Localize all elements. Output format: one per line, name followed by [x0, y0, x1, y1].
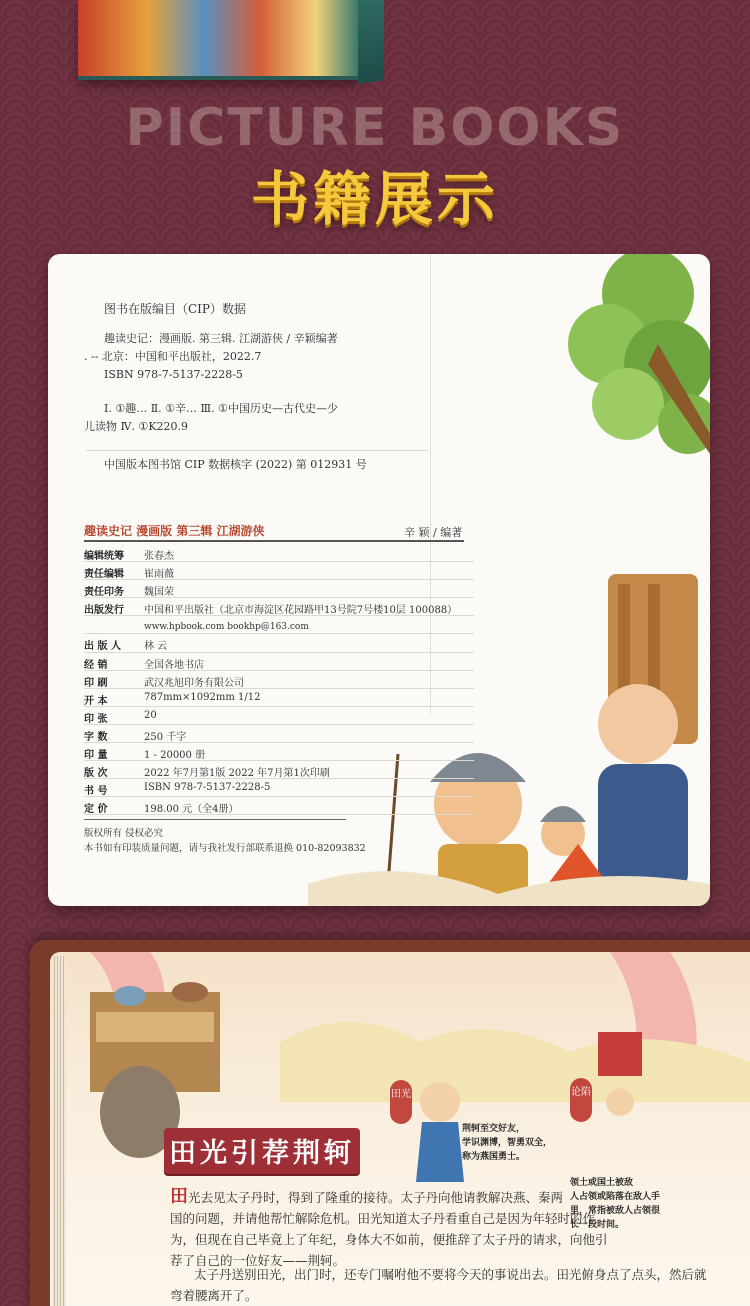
info-row — [84, 743, 474, 761]
info-value: 787mm×1092mm 1/12 — [144, 691, 261, 703]
info-value: 198.00 元（全4册） — [144, 804, 239, 816]
info-row — [84, 562, 474, 580]
character-tag: 田光 — [390, 1080, 412, 1124]
note-line: 领土或国土被敌 — [570, 1178, 634, 1188]
note-line: 荆轲至交好友， — [462, 1124, 526, 1134]
info-key: 版 次 — [84, 768, 108, 780]
info-key: 经 销 — [84, 659, 108, 671]
info-key: 书 号 — [84, 786, 108, 798]
paragraph-line: 国的问题，并请他帮忙解除危机。田光知道太子丹看重自己是因为年轻时的作 — [170, 1211, 596, 1226]
cip-line: 趣读史记：漫画版. 第三辑. 江湖游侠 / 辛颖编著 — [104, 332, 338, 345]
cip-title: 图书在版编目（CIP）数据 — [104, 302, 246, 316]
tree-illustration — [548, 254, 710, 474]
cip-line: ISBN 978-7-5137-2228-5 — [104, 368, 243, 381]
info-value: ISBN 978-7-5137-2228-5 — [144, 782, 271, 794]
bottom-rule — [84, 819, 346, 820]
info-key: 开 本 — [84, 695, 108, 707]
info-row — [84, 779, 474, 797]
term-tag: 论陷 — [570, 1078, 592, 1122]
info-row — [84, 689, 474, 707]
note-line: 人占领或陷落在敌人手 — [570, 1192, 661, 1202]
info-value: 250 千字 — [144, 731, 187, 743]
note-line: 长一段时间。 — [570, 1220, 625, 1230]
character-note — [462, 1122, 552, 1164]
info-value: 中国和平出版社（北京市海淀区花园路甲13号院7号楼10层 100088） — [144, 605, 458, 617]
info-value: 20 — [144, 709, 157, 721]
info-value: 魏国荣 — [144, 587, 174, 599]
publication-info-table — [84, 544, 474, 815]
publisher-website-email: www.hpbook.com bookhp@163.com — [144, 622, 309, 632]
info-row — [84, 707, 474, 725]
info-key: 责任编辑 — [84, 569, 124, 581]
cip-line: Ⅰ. ①趣… Ⅱ. ①辛… Ⅲ. ①中国历史—古代史—少 — [104, 402, 338, 415]
rights-statement: 版权所有 侵权必究 — [84, 828, 164, 839]
info-key: 字 数 — [84, 731, 108, 743]
heading-english: PICTURE BOOKS — [125, 98, 625, 158]
paragraph-line — [170, 1186, 608, 1208]
info-row — [84, 544, 474, 562]
drop-cap: 田 — [170, 1186, 188, 1207]
info-value: 1 - 20000 册 — [144, 750, 206, 762]
cip-line: . -- 北京：中国和平出版社，2022.7 — [84, 350, 262, 363]
series-title: 趣读史记 漫画版 第三辑 江湖游侠 — [84, 524, 265, 538]
cip-divider — [86, 450, 428, 451]
info-key: 印 刷 — [84, 677, 108, 689]
note-line: 学识渊博，智勇双全， — [462, 1138, 553, 1148]
info-key: 出 版 人 — [84, 641, 121, 653]
story-paragraph — [170, 1264, 707, 1306]
author-credit: 辛 颖 / 编著 — [404, 526, 463, 539]
book-box-side — [358, 0, 384, 84]
quality-notice: 本书如有印装质量问题，请与我社发行部联系退换 010-82093832 — [84, 843, 366, 854]
paragraph-line: 弯着腰离开了。 — [170, 1288, 258, 1303]
paragraph-line: 为，但现在自己毕竟上了年纪，身体大不如前，便推辞了太子丹的请求，向他引 — [170, 1232, 608, 1247]
info-value: 崔雨薇 — [144, 569, 174, 581]
info-value: 林 云 — [144, 641, 168, 653]
info-row — [84, 671, 474, 689]
note-line: 里，常指被敌人占领很 — [570, 1206, 661, 1216]
info-row — [84, 653, 474, 671]
info-key: 印 量 — [84, 750, 108, 762]
cip-line: 儿读物 Ⅳ. ①K220.9 — [84, 420, 189, 433]
info-row — [84, 761, 474, 779]
info-value: 2022 年7月第1版 2022 年7月第1次印刷 — [144, 768, 330, 780]
paragraph-text: 光去见太子丹时，得到了隆重的接待。太子丹向他请教解决燕、秦两 — [188, 1190, 564, 1205]
info-key: 定 价 — [84, 804, 108, 816]
info-value: 张春杰 — [144, 551, 174, 562]
info-key: 编辑统筹 — [84, 551, 124, 562]
info-key: 出版发行 — [84, 605, 124, 617]
info-row — [84, 598, 474, 616]
info-key: 责任印务 — [84, 587, 124, 599]
paragraph-line: 荐了自己的一位好友——荆轲。 — [170, 1253, 346, 1268]
info-row — [84, 725, 474, 743]
page-edges — [52, 956, 66, 1306]
cip-record-number: 中国版本图书馆 CIP 数据核字 (2022) 第 012931 号 — [104, 458, 367, 471]
series-rule — [84, 540, 464, 542]
info-value: 武汉兆旭印务有限公司 — [144, 677, 244, 689]
note-line: 称为燕国勇士。 — [462, 1152, 526, 1162]
book-box-cover-image — [78, 0, 358, 80]
story-paragraph — [170, 1186, 608, 1271]
info-key: 印 张 — [84, 713, 108, 725]
info-row — [84, 634, 474, 652]
paragraph-line: 太子丹送别田光，出门时，还专门嘱咐他不要将今天的事说出去。田光俯身点了点头，然后就 — [194, 1267, 707, 1282]
copyright-page-card — [48, 254, 710, 906]
info-row — [84, 797, 474, 815]
chapter-title: 田光引荐荆轲 — [169, 1138, 355, 1169]
info-row — [84, 580, 474, 598]
heading-chinese: 书籍展示 — [250, 165, 499, 233]
info-value: 全国各地书店 — [144, 659, 204, 671]
